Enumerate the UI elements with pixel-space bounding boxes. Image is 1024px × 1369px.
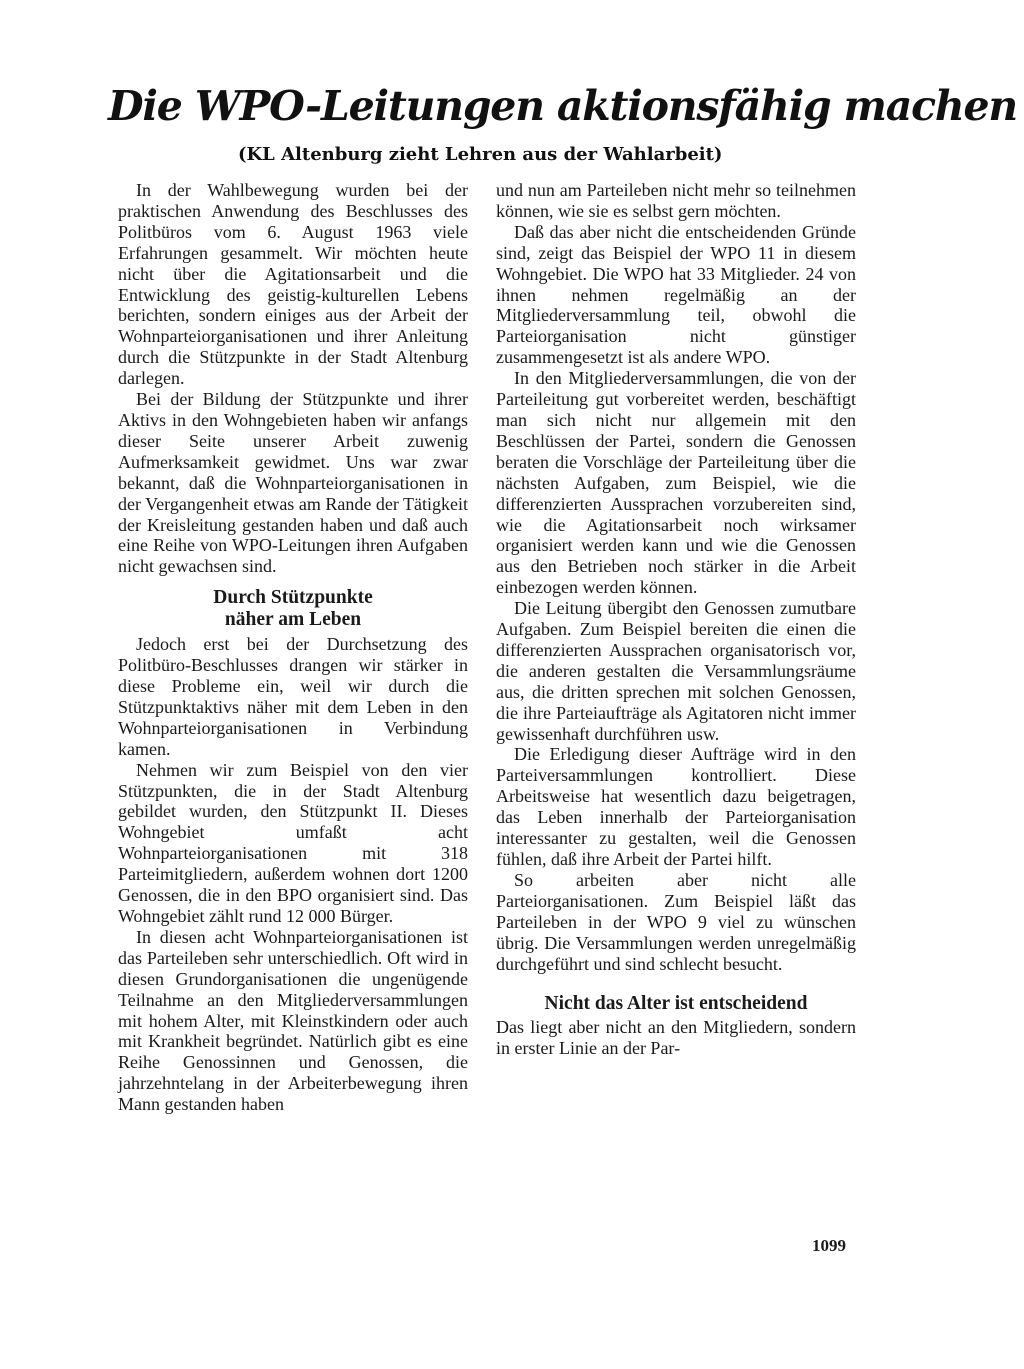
- paragraph: Daß das aber nicht die entscheidenden Gründe sind, zeigt das Beispiel der WPO 11 in diesem Wohngebiet. Die WPO hat 33 Mitglieder. 24 von ihnen nehmen regelmäßig an der Mitgliederversammlung teil, obwohl die Parteiorganisation nicht günstiger zusammengesetzt ist als andere WPO.: [496, 221, 856, 368]
- paragraph: Bei der Bildung der Stützpunkte und ihrer Aktivs in den Wohngebieten haben wir anfangs dieser Seite unserer Arbeit zuwenig Aufmerksamkeit gewidmet. Uns war zwar bekannt, daß die Wohnparteiorganisationen in der Vergangenheit etwas am Rande der Tätigkeit der Kreisleitung gestanden haben und daß auch eine Reihe von WPO-Leitungen ihren Aufgaben nicht gewachsen sind.: [118, 389, 468, 577]
- paragraph: Das liegt aber nicht an den Mitgliedern, sondern in erster Linie an der Par-: [496, 1017, 856, 1059]
- left-column: [118, 180, 468, 1115]
- paragraph: In der Wahlbewegung wurden bei der praktischen Anwendung des Beschlusses des Politbüros vom 6. August 1963 viele Erfahrungen gesammelt. Wir möchten heute nicht über die Agitationsarbeit und die Entwicklung des geistig-kulturellen Lebens berichten, sondern einiges aus der Arbeit der Wohnparteiorganisationen und ihrer Anleitung durch die Stützpunkte in der Stadt Altenburg darlegen.: [118, 180, 468, 389]
- page-number: 1099: [812, 1236, 846, 1255]
- right-column: [496, 180, 856, 1059]
- paragraph: und nun am Parteileben nicht mehr so teilnehmen können, wie sie es selbst gern möchten.: [496, 180, 856, 221]
- paragraph: So arbeiten aber nicht alle Parteiorganisationen. Zum Beispiel läßt das Parteileben in der WPO 9 viel zu wünschen übrig. Die Versammlungen werden unregelmäßig durchgeführt und sind schlecht besucht.: [496, 869, 856, 974]
- article-subtitle: (KL Altenburg zieht Lehren aus der Wahlarbeit): [238, 144, 723, 165]
- paragraph: Nehmen wir zum Beispiel von den vier Stützpunkten, die in der Stadt Altenburg gebildet wurden, den Stützpunkt II. Dieses Wohngebiet umfaßt acht Wohnparteiorganisationen mit 318 Parteimitgliedern, außerdem wohnen dort 1200 Genossen, die in den BPO organisiert sind. Das Wohngebiet zählt rund 12 000 Bürger.: [118, 759, 468, 926]
- section-heading: [118, 577, 468, 634]
- section-heading-line: näher am Leben: [224, 608, 362, 630]
- section-heading-line: Durch Stützpunkte: [213, 587, 373, 609]
- paragraph: Die Erledigung dieser Aufträge wird in den Parteiversammlungen kontrolliert. Diese Arbeitsweise hat wesentlich dazu beigetragen, das Leben innerhalb der Parteiorganisation interessanter zu gestalten, weil die Genossen fühlen, daß ihre Arbeit der Partei hilft.: [496, 744, 856, 869]
- article-title: Die WPO-Leitungen aktionsfähig machen: [108, 82, 1017, 130]
- paragraph: Jedoch erst bei der Durchsetzung des Politbüro-Beschlusses drangen wir stärker in diese Probleme ein, weil wir durch die Stützpunktaktivs näher mit dem Leben in den Wohnparteiorganisationen in Verbindung kamen.: [118, 634, 468, 759]
- paragraph: Die Leitung übergibt den Genossen zumutbare Aufgaben. Zum Beispiel bereiten die einen die differenzierten Aussprachen organisatorisch vor, die anderen gestalten die Versammlungsräume aus, die dritten sprechen mit solchen Genossen, die ihre Parteiaufträge als Agitatoren nicht immer gewissenhaft durchführen usw.: [496, 598, 856, 744]
- paragraph: In den Mitgliederversammlungen, die von der Parteileitung gut vorbereitet werden, beschäftigt man sich nicht nur allgemein mit den Beschlüssen der Partei, sondern die Genossen beraten die Vorschläge der Parteileitung über die nächsten Aufgaben, zum Beispiel, wie die differenzierten Aussprachen vorzubereiten sind, wie die Agitationsarbeit noch wirksamer organisiert werden kann und wie die Genossen aus den Betrieben noch stärker in die Arbeit einbezogen werden können.: [496, 368, 856, 598]
- paragraph: In diesen acht Wohnparteiorganisationen ist das Parteileben sehr unterschiedlich. Oft wird in diesen Grundorganisationen die ungenügende Teilnahme an den Mitgliederversammlungen mit hohem Alter, mit Kleinstkindern oder auch mit Krankheit begründet. Natürlich gibt es eine Reihe Genossinnen und Genossen, die jahrzehntelang in der Arbeiterbewegung ihren Mann gestanden haben: [118, 926, 468, 1115]
- section-heading: Nicht das Alter ist entscheidend: [544, 993, 808, 1015]
